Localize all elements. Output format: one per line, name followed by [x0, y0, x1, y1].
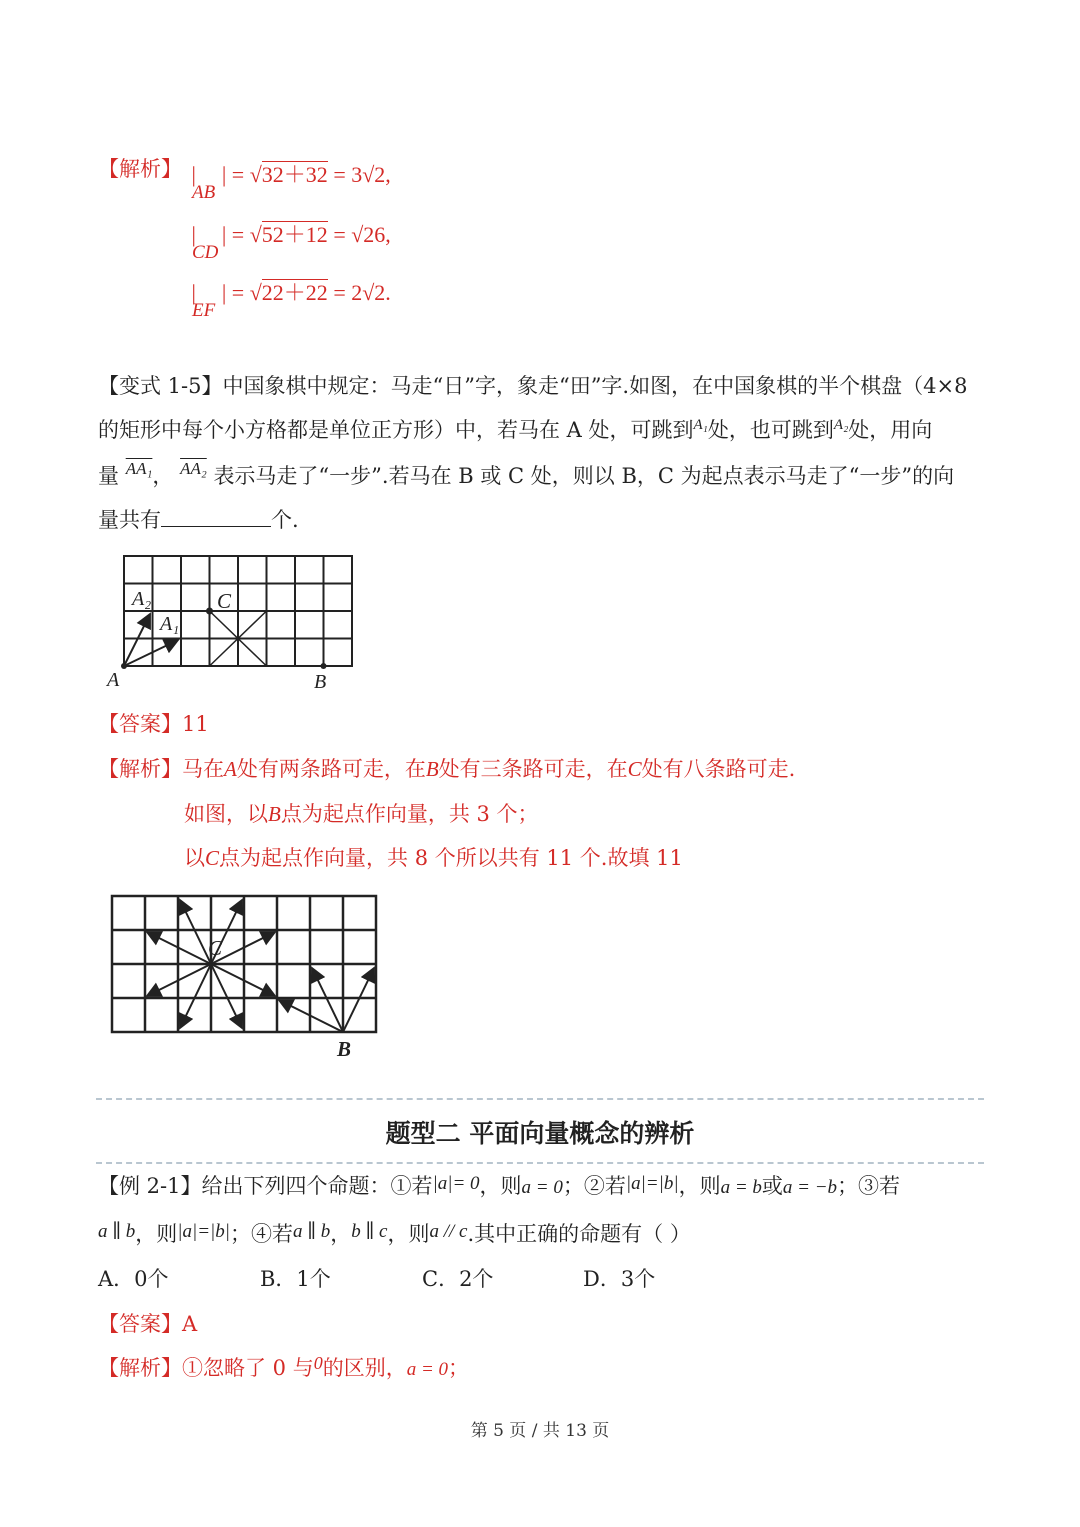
example-text: 或	[761, 1174, 783, 1198]
solution-math: 0	[313, 1353, 323, 1373]
b-arrows	[279, 968, 374, 1032]
example-math: a // c	[429, 1221, 468, 1242]
variant-text: ，	[152, 464, 174, 488]
label-a1: A₁	[693, 417, 708, 433]
point-b-dot	[321, 663, 327, 669]
label-c-fig: C	[217, 589, 232, 613]
solution-text: 如图，以	[184, 802, 268, 826]
label-a2: A₂	[833, 417, 849, 433]
example-math: a = −b	[782, 1177, 838, 1198]
example-math: a ∥ b	[293, 1221, 331, 1242]
vector-aa2: AA₂	[180, 459, 207, 478]
example-text: ，则	[135, 1222, 178, 1246]
example-text: ，则	[387, 1222, 430, 1246]
label-a-fig: A	[107, 669, 120, 691]
solution-var: C	[205, 846, 220, 870]
answer-tag: 【答案】	[98, 712, 182, 736]
solution-text: 处有三条路可走，在	[438, 757, 628, 781]
solution-var: A	[224, 757, 237, 781]
point-a-dot	[121, 663, 127, 669]
solution-math: a = 0	[406, 1359, 449, 1380]
example-text: ；②若	[562, 1174, 626, 1198]
example-math: a = 0	[521, 1177, 563, 1198]
example-math: b ∥ c	[351, 1221, 388, 1242]
variant-text: 量	[98, 464, 119, 488]
result-ab: = 3√2,	[333, 162, 391, 187]
option-b: B．1个	[260, 1267, 331, 1291]
radicand-ef: 22＋22	[261, 280, 328, 305]
vector-aa1: AA₁	[125, 459, 153, 478]
solution-line-final	[98, 1352, 469, 1382]
solution-var: C	[627, 757, 642, 781]
option-a: A．0个	[98, 1267, 169, 1291]
variant-line-1: 【变式 1-5】中国象棋中规定：马走“日”字，象走“田”字.如图，在中国象棋的半个棋盘（4×8	[98, 374, 968, 398]
formula-cd: CD | | = √52＋12 = √26,	[191, 222, 391, 263]
page-footer: 第 5 页 / 共 13 页	[470, 1421, 610, 1441]
formula-ef: EF | | = √22＋22 = 2√2.	[191, 280, 391, 321]
example-text: ；④若	[230, 1222, 293, 1246]
result-ef: = 2√2.	[333, 280, 391, 305]
variant-line-4	[98, 504, 299, 534]
example-math: a ∥ b	[98, 1221, 136, 1242]
variant-text: 处，也可跳到	[707, 418, 834, 442]
solution-text: 马在	[182, 757, 224, 781]
solution-text: ①忽略了 0 与	[182, 1356, 314, 1380]
example-line-2	[98, 1218, 691, 1248]
example-text: .其中正确的命题有（ ）	[467, 1222, 691, 1246]
example-math: a = b	[720, 1177, 762, 1198]
variant-text: 的矩形中每个小方格都是单位正方形）中，若马在 A 处，可跳到	[98, 418, 694, 442]
chessboard-figure-1	[104, 552, 364, 692]
radicand-cd: 52＋12	[261, 222, 328, 247]
label-b-fig2: B	[337, 1037, 352, 1061]
example-math: |a|=|b|	[625, 1173, 679, 1194]
option-d: D．3个	[583, 1267, 656, 1291]
solution-var: B	[425, 757, 439, 781]
vector-ab: AB	[192, 182, 216, 203]
example-text: 【例 2-1】给出下列四个命题：①若	[98, 1174, 433, 1198]
example-math: |a|= 0	[432, 1173, 480, 1194]
example-line-1	[98, 1170, 900, 1200]
example-math: |a|=|b|	[177, 1221, 230, 1242]
vector-ef: EF	[192, 300, 216, 321]
answer-line-1	[98, 708, 209, 738]
answer-line-2	[98, 1308, 197, 1338]
example-text: ，	[330, 1222, 352, 1246]
point-c-dot	[206, 608, 213, 615]
answer-value: 11	[182, 712, 209, 736]
solution-text: 的区别，	[322, 1356, 407, 1380]
solution-text: 点为起点作向量，共 3 个；	[280, 802, 539, 826]
label-a2-fig: A₂	[132, 588, 152, 610]
vector-cd: CD	[192, 242, 219, 263]
example-text: ，则	[678, 1174, 721, 1198]
solution-text: 处有八条路可走.	[641, 757, 796, 781]
solution-line-1	[98, 753, 795, 783]
variant-text: 表示马走了“一步”.若马在 B 或 C 处，则以 B，C 为起点表示马走了“一步”的向	[213, 464, 955, 488]
variant-text: 个.	[271, 508, 299, 532]
solution-text: 点为起点作向量，共 8 个所以共有 11 个.故填 11	[219, 846, 683, 870]
label-b-fig: B	[314, 671, 327, 692]
solution-tag: 【解析】	[98, 757, 182, 781]
label-a1-fig: A₁	[160, 613, 180, 635]
formula-ab: AB | | = √32＋32 = 3√2,	[191, 162, 391, 203]
section-divider-top	[96, 1098, 984, 1100]
variant-text: 量共有	[98, 508, 161, 532]
answer-blank	[161, 508, 271, 527]
grid-lines	[112, 896, 376, 1032]
variant-text: 处，用向	[848, 418, 933, 442]
section-title: 题型二 平面向量概念的辨析	[385, 1119, 695, 1148]
section-divider-bottom	[96, 1162, 984, 1164]
example-text: ；③若	[837, 1174, 901, 1198]
solution-text: 处有两条路可走，在	[236, 757, 426, 781]
answer-tag: 【答案】	[98, 1312, 182, 1336]
variant-line-2	[98, 414, 932, 444]
solution-text: 以	[184, 846, 205, 870]
chessboard-figure-2	[104, 888, 384, 1068]
variant-line-3	[98, 459, 954, 490]
example-text: ，则	[479, 1174, 522, 1198]
answer-value: A	[182, 1312, 198, 1336]
result-cd: = √26,	[333, 222, 391, 247]
solution-var: B	[268, 802, 281, 826]
label-c-fig2: C	[208, 936, 223, 960]
radicand-ab: 32＋32	[261, 162, 328, 187]
solution-tag: 【解析】	[98, 1356, 182, 1380]
option-c: C．2个	[422, 1267, 494, 1291]
solution-tag: 【解析】	[98, 157, 182, 181]
solution-line-2	[184, 798, 539, 828]
solution-line-3	[184, 842, 683, 872]
solution-text: ；	[448, 1356, 470, 1380]
